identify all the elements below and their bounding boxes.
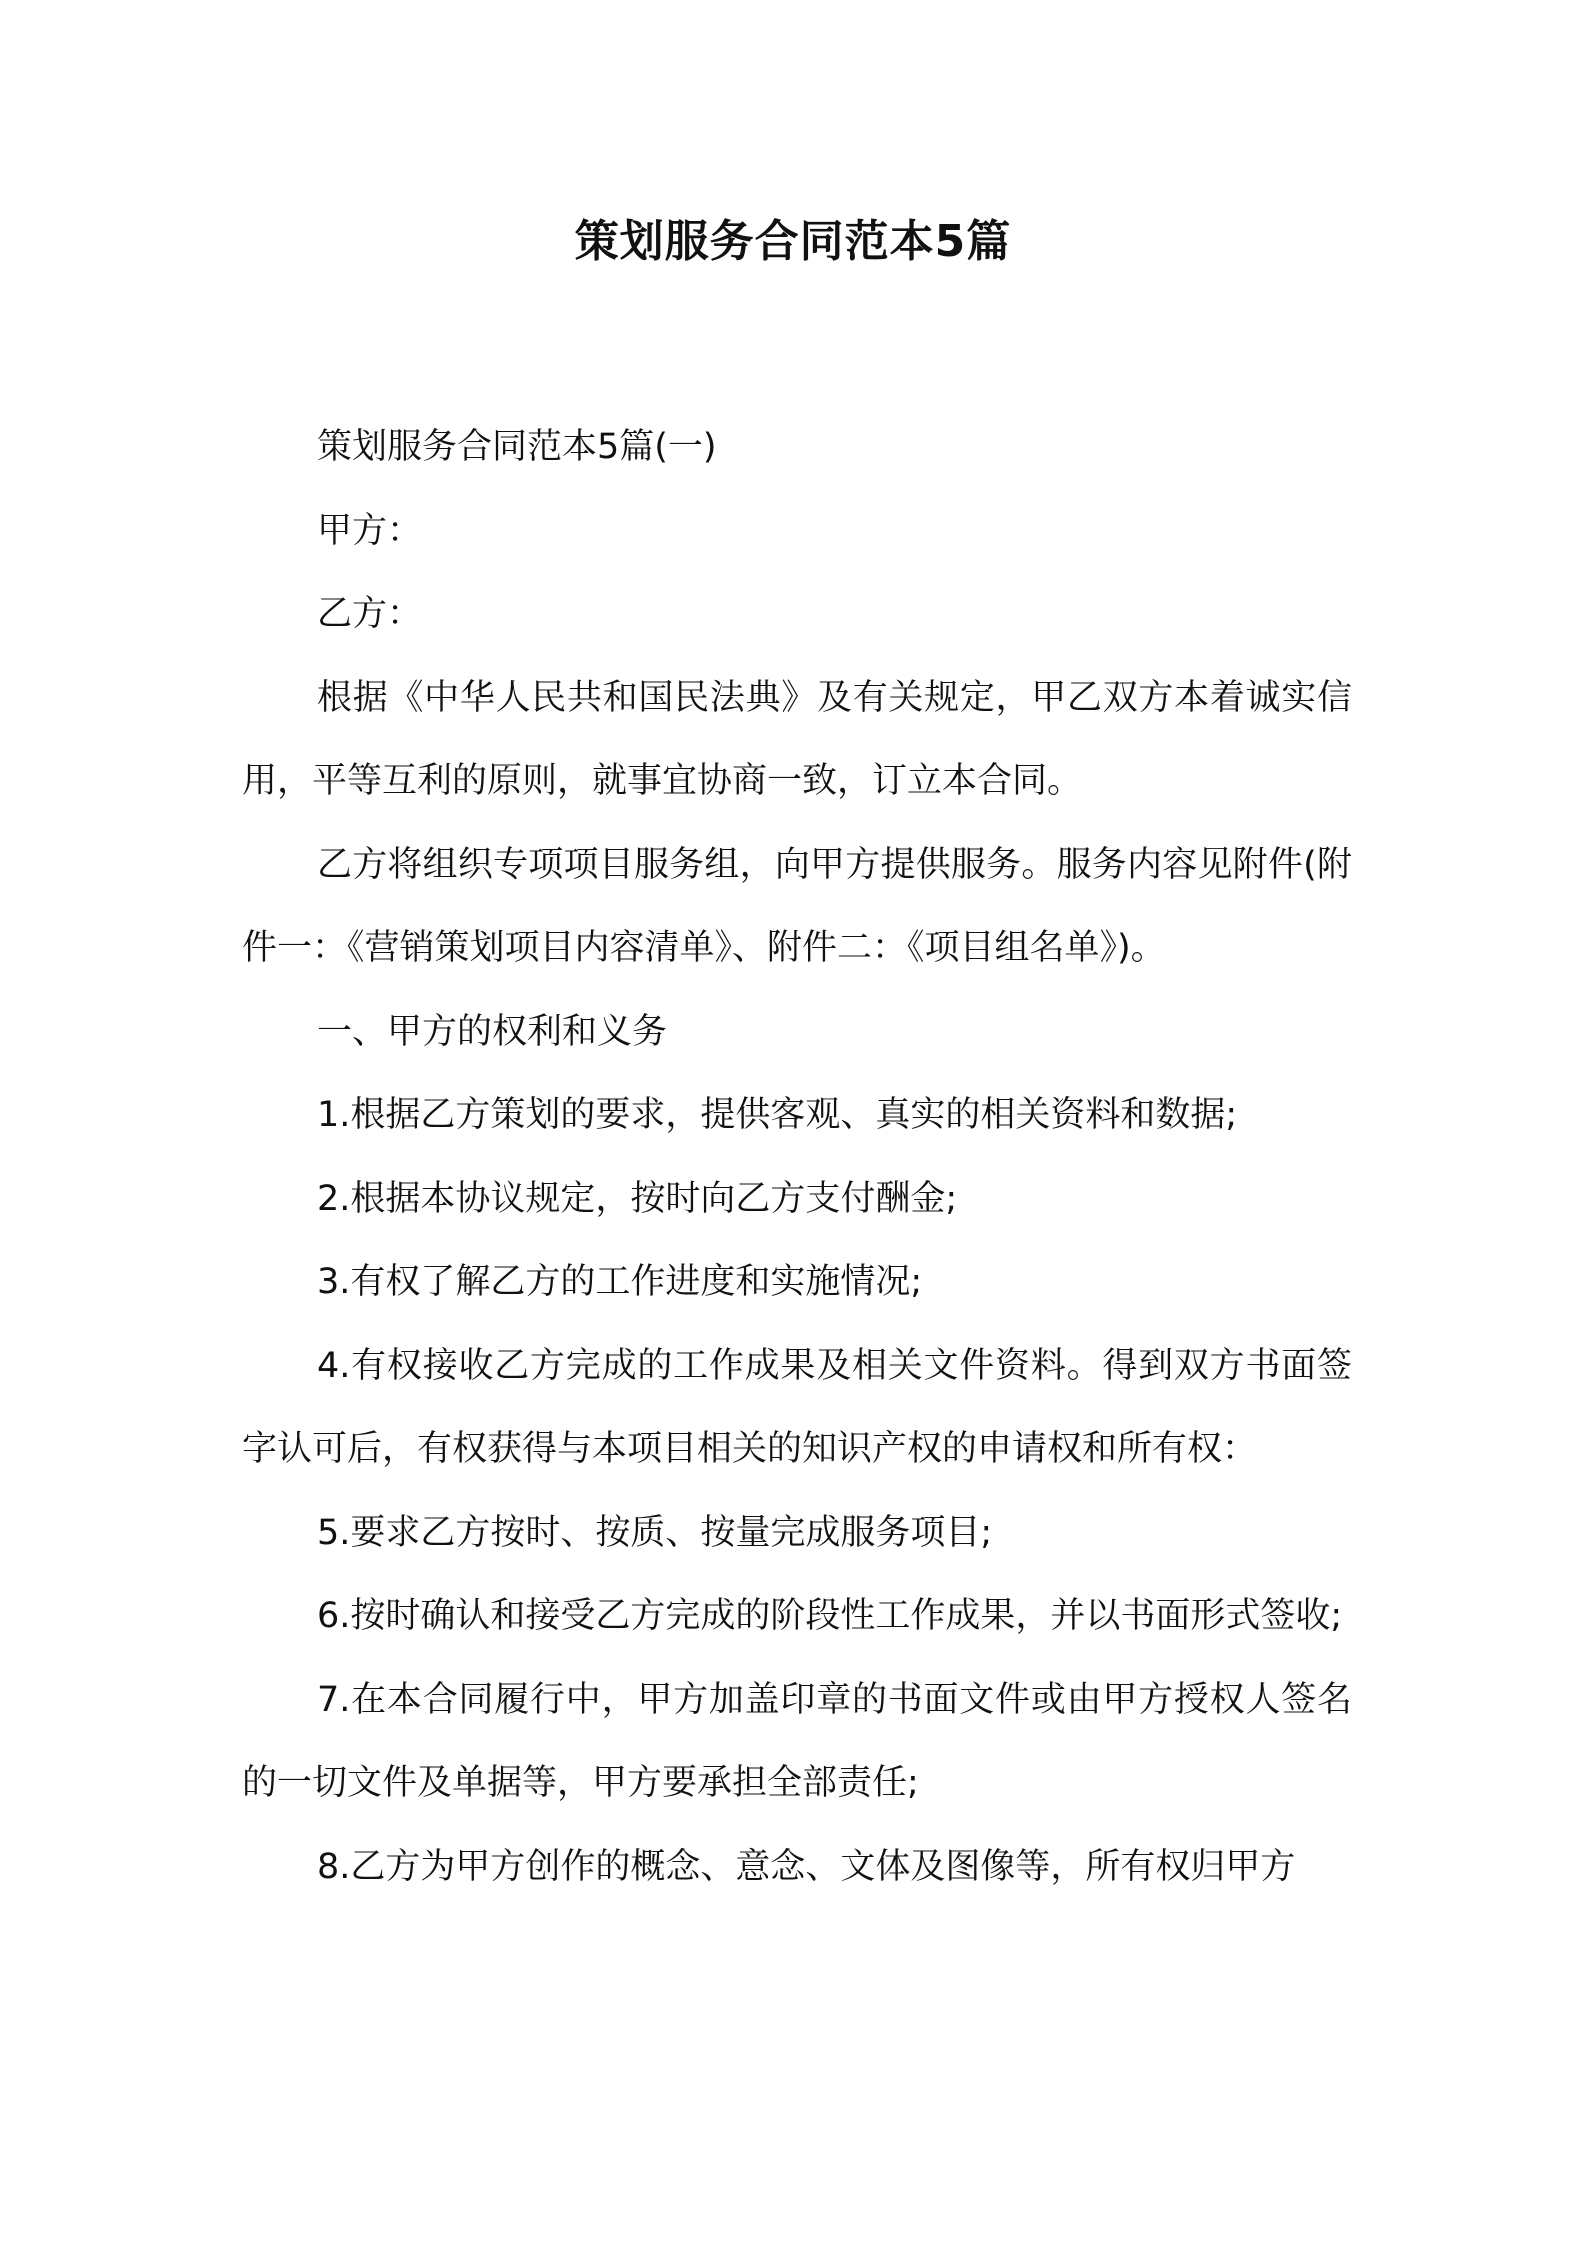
service-paragraph: 乙方将组织专项项目服务组，向甲方提供服务。服务内容见附件(附件一：《营销策划项目内容清单》、附件二：《项目组名单》)。 xyxy=(242,844,1352,968)
clause-item: 4.有权接收乙方完成的工作成果及相关文件资料。得到双方书面签字认可后，有权获得与本项目相关的知识产权的申请权和所有权： xyxy=(242,1345,1352,1469)
document-title: 策划服务合同范本5篇 xyxy=(574,216,1012,267)
clause-heading: 一、甲方的权利和义务 xyxy=(317,1011,668,1052)
clause-item: 5.要求乙方按时、按质、按量完成服务项目; xyxy=(317,1512,993,1553)
clause-item: 1.根据乙方策划的要求，提供客观、真实的相关资料和数据; xyxy=(317,1095,1238,1135)
section-heading: 策划服务合同范本5篇(一) xyxy=(317,427,717,467)
party-a-line: 甲方： xyxy=(317,510,423,551)
clause-item: 6.按时确认和接受乙方完成的阶段性工作成果，并以书面形式签收; xyxy=(317,1596,1343,1636)
preamble-paragraph: 根据《中华人民共和国民法典》及有关规定，甲乙双方本着诚实信用，平等互利的原则，就事宜协商一致，订立本合同。 xyxy=(242,677,1352,801)
clause-item: 8.乙方为甲方创作的概念、意念、文体及图像等，所有权归甲方 xyxy=(317,1846,1296,1887)
document-body xyxy=(242,406,1352,1909)
clause-item: 7.在本合同履行中，甲方加盖印章的书面文件或由甲方授权人签名的一切文件及单据等，甲方要承担全部责任; xyxy=(242,1679,1352,1803)
party-b-line: 乙方： xyxy=(317,594,423,634)
clause-item: 3.有权了解乙方的工作进度和实施情况; xyxy=(317,1262,923,1302)
clause-item: 2.根据本协议规定，按时向乙方支付酬金; xyxy=(317,1178,958,1219)
